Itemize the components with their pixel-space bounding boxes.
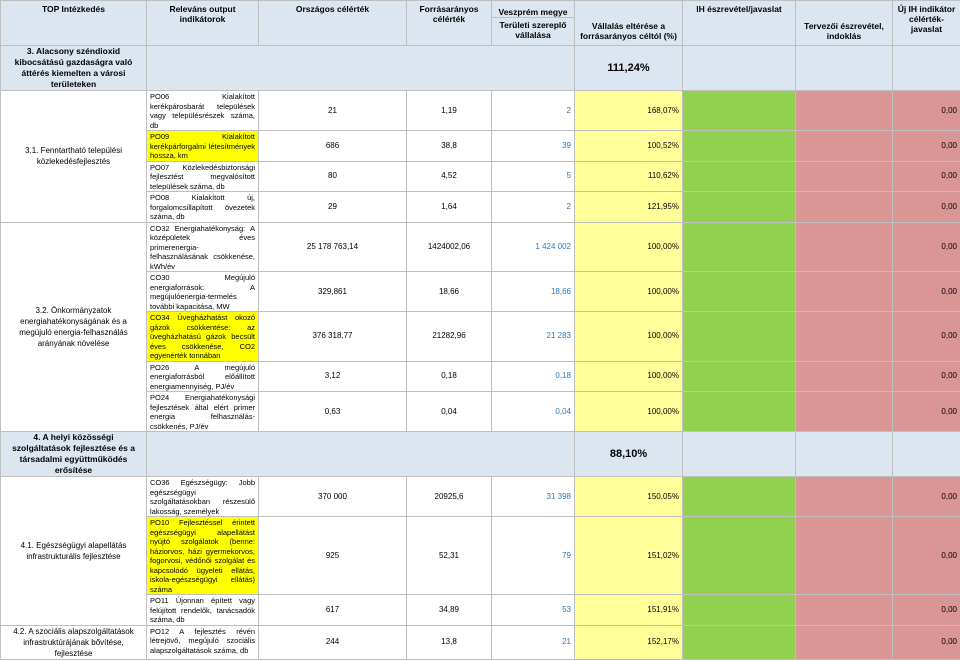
source-ratio-cell[interactable]: 21282,96 xyxy=(407,312,492,362)
territorial-cell[interactable]: 18,66 xyxy=(492,272,575,312)
national-target-cell[interactable]: 25 178 763,14 xyxy=(259,222,407,272)
territorial-cell[interactable]: 5 xyxy=(492,161,575,192)
ih-remark-cell[interactable] xyxy=(683,477,796,517)
territorial-cell[interactable]: 2 xyxy=(492,91,575,131)
new-target-cell[interactable]: 0,00 xyxy=(893,517,960,595)
source-ratio-cell[interactable]: 13,8 xyxy=(407,625,492,659)
new-target-cell[interactable]: 0,00 xyxy=(893,595,960,626)
header-territorial-commitment[interactable] xyxy=(492,1,575,46)
indicator-cell[interactable]: CO34 Üvegházhatást okozó gázok csökkentése: az üvegházhatású gázok becsült éves csökkenése, CO2 egyenérték tonnában xyxy=(147,312,259,362)
deviation-cell[interactable]: 110,62% xyxy=(575,161,683,192)
subgroup-title[interactable]: 3.1. Fenntartható települési közlekedésfejlesztés xyxy=(1,91,147,223)
new-target-cell[interactable]: 0,00 xyxy=(893,392,960,432)
source-ratio-cell[interactable]: 20925,6 xyxy=(407,477,492,517)
indicator-cell[interactable]: PO06 Kialakított kerékpárosbarát települések vagy településrészek száma, db xyxy=(147,91,259,131)
section-row xyxy=(1,46,960,91)
deviation-cell[interactable]: 100,00% xyxy=(575,312,683,362)
territorial-cell[interactable]: 1 424 002 xyxy=(492,222,575,272)
subgroup-title[interactable]: 3.2. Önkormányzatok energiahatékonyságának és a megújuló energia-felhasználás arányának növelése xyxy=(1,222,147,432)
header-ih-remark[interactable]: IH észrevétel/javaslat xyxy=(683,1,796,46)
deviation-cell[interactable]: 152,17% xyxy=(575,625,683,659)
new-target-cell[interactable]: 0,00 xyxy=(893,477,960,517)
new-target-cell[interactable]: 0,00 xyxy=(893,131,960,162)
section-title[interactable]: 4. A helyi közösségi szolgáltatások fejlesztése és a társadalmi együttműködés erősítése xyxy=(1,432,147,477)
national-target-cell[interactable]: 376 318,77 xyxy=(259,312,407,362)
deviation-cell[interactable]: 100,00% xyxy=(575,392,683,432)
ih-remark-cell[interactable] xyxy=(683,161,796,192)
national-target-cell[interactable]: 244 xyxy=(259,625,407,659)
deviation-cell[interactable]: 150,05% xyxy=(575,477,683,517)
territorial-cell[interactable]: 2 xyxy=(492,192,575,223)
header-planner-remark[interactable]: Tervezői észrevétel, indoklás xyxy=(796,1,893,46)
section-spacer xyxy=(147,432,575,477)
new-target-cell[interactable]: 0,00 xyxy=(893,272,960,312)
empty-cell xyxy=(683,46,796,91)
header-source-ratio-target[interactable]: Forrásarányos célérték xyxy=(407,1,492,46)
ih-remark-cell[interactable] xyxy=(683,272,796,312)
indicator-cell[interactable]: PO08 Kialakított új, forgalomcsillapított övezetek száma, db xyxy=(147,192,259,223)
section-deviation[interactable]: 111,24% xyxy=(575,46,683,91)
header-county-group: Veszprém megye xyxy=(492,7,574,18)
subgroup-title[interactable]: 4.2. A szociális alapszolgáltatások infrastruktúrájának bővítése, fejlesztése xyxy=(1,625,147,659)
table-row xyxy=(1,477,960,517)
deviation-cell[interactable]: 100,00% xyxy=(575,222,683,272)
source-ratio-cell[interactable]: 1,64 xyxy=(407,192,492,223)
section-title[interactable]: 3. Alacsony széndioxid kibocsátású gazdaságra való áttérés kiemelten a városi területeken xyxy=(1,46,147,91)
national-target-cell[interactable]: 80 xyxy=(259,161,407,192)
territorial-cell[interactable]: 0,04 xyxy=(492,392,575,432)
header-deviation[interactable]: Vállalás eltérése a forrásarányos céltól (%) xyxy=(575,1,683,46)
ih-remark-cell[interactable] xyxy=(683,361,796,392)
ih-remark-cell[interactable] xyxy=(683,517,796,595)
national-target-cell[interactable]: 29 xyxy=(259,192,407,223)
new-target-cell[interactable]: 0,00 xyxy=(893,222,960,272)
indicator-cell[interactable]: PO12 A fejlesztés révén létrejövő, megújuló szociális alapszolgáltatások száma, db xyxy=(147,625,259,659)
source-ratio-cell[interactable]: 4,52 xyxy=(407,161,492,192)
empty-cell xyxy=(796,46,893,91)
new-target-cell[interactable]: 0,00 xyxy=(893,161,960,192)
national-target-cell[interactable]: 329,861 xyxy=(259,272,407,312)
planner-remark-cell[interactable] xyxy=(796,91,893,131)
empty-cell xyxy=(796,432,893,477)
source-ratio-cell[interactable]: 38,8 xyxy=(407,131,492,162)
header-national-target[interactable]: Országos célérték xyxy=(259,1,407,46)
table-row xyxy=(1,625,960,659)
source-ratio-cell[interactable]: 0,04 xyxy=(407,392,492,432)
national-target-cell[interactable]: 21 xyxy=(259,91,407,131)
ih-remark-cell[interactable] xyxy=(683,625,796,659)
header-output-indicators[interactable]: Releváns output indikátorok xyxy=(147,1,259,46)
header-new-target[interactable]: Új IH indikátor célérték-javaslat xyxy=(893,1,960,46)
national-target-cell[interactable]: 3,12 xyxy=(259,361,407,392)
empty-cell xyxy=(893,46,960,91)
deviation-cell[interactable]: 100,00% xyxy=(575,361,683,392)
ih-remark-cell[interactable] xyxy=(683,192,796,223)
new-target-cell[interactable]: 0,00 xyxy=(893,625,960,659)
territorial-cell[interactable]: 79 xyxy=(492,517,575,595)
national-target-cell[interactable]: 0,63 xyxy=(259,392,407,432)
planner-remark-cell[interactable] xyxy=(796,392,893,432)
territorial-cell[interactable]: 39 xyxy=(492,131,575,162)
ih-remark-cell[interactable] xyxy=(683,595,796,626)
planner-remark-cell[interactable] xyxy=(796,477,893,517)
planner-remark-cell[interactable] xyxy=(796,517,893,595)
indicator-cell[interactable]: PO24 Energiahatékonysági fejlesztések által elért primer energia felhasználás-csökkenés, PJ/év xyxy=(147,392,259,432)
empty-cell xyxy=(683,432,796,477)
header-row xyxy=(1,1,960,46)
territorial-cell[interactable]: 0,18 xyxy=(492,361,575,392)
national-target-cell[interactable]: 686 xyxy=(259,131,407,162)
ih-remark-cell[interactable] xyxy=(683,392,796,432)
ih-remark-cell[interactable] xyxy=(683,131,796,162)
planner-remark-cell[interactable] xyxy=(796,222,893,272)
table-row xyxy=(1,91,960,131)
deviation-cell[interactable]: 151,91% xyxy=(575,595,683,626)
table-row xyxy=(1,222,960,272)
indicator-cell[interactable]: PO07 Közlekedésbiztonsági fejlesztést megvalósított települések száma, db xyxy=(147,161,259,192)
deviation-cell[interactable]: 121,95% xyxy=(575,192,683,223)
deviation-cell[interactable]: 100,52% xyxy=(575,131,683,162)
indicator-cell[interactable]: PO11 Újonnan épített vagy felújított rendelők, tanácsadók száma, db xyxy=(147,595,259,626)
source-ratio-cell[interactable]: 1424002,06 xyxy=(407,222,492,272)
indicator-cell[interactable]: CO36 Egészségügy: Jobb egészségügyi szolgáltatásokban részesülő lakosság, személyek xyxy=(147,477,259,517)
source-ratio-cell[interactable]: 34,89 xyxy=(407,595,492,626)
deviation-cell[interactable]: 151,02% xyxy=(575,517,683,595)
indicator-cell[interactable]: CO30 Megújuló energiaforrások: A megújulóenergia-termelés további kapacitása, MW xyxy=(147,272,259,312)
planner-remark-cell[interactable] xyxy=(796,361,893,392)
planner-remark-cell[interactable] xyxy=(796,312,893,362)
planner-remark-cell[interactable] xyxy=(796,161,893,192)
territorial-cell[interactable]: 31 398 xyxy=(492,477,575,517)
indicator-cell[interactable]: CO32 Energiahatékonyság: A középületek éves primerenergia-felhasználásának csökkenése, kWh/év xyxy=(147,222,259,272)
planner-remark-cell[interactable] xyxy=(796,131,893,162)
source-ratio-cell[interactable]: 0,18 xyxy=(407,361,492,392)
deviation-cell[interactable]: 100,00% xyxy=(575,272,683,312)
planner-remark-cell[interactable] xyxy=(796,625,893,659)
source-ratio-cell[interactable]: 1,19 xyxy=(407,91,492,131)
deviation-cell[interactable]: 168,07% xyxy=(575,91,683,131)
planner-remark-cell[interactable] xyxy=(796,272,893,312)
new-target-cell[interactable]: 0,00 xyxy=(893,361,960,392)
planner-remark-cell[interactable] xyxy=(796,192,893,223)
ih-remark-cell[interactable] xyxy=(683,222,796,272)
section-row xyxy=(1,432,960,477)
ih-remark-cell[interactable] xyxy=(683,91,796,131)
national-target-cell[interactable]: 617 xyxy=(259,595,407,626)
source-ratio-cell[interactable]: 52,31 xyxy=(407,517,492,595)
indicator-cell[interactable]: PO10 Fejlesztéssel érintett egészségügyi alapellátást nyújtó szolgálatok (benne: háziorvos, házi gyermekorvos, fogorvosi, védőnői szolgálat és kapcsolódó ügyeleti ellátás, iskola-egészségügyi ellátás) száma xyxy=(147,517,259,595)
new-target-cell[interactable]: 0,00 xyxy=(893,192,960,223)
territorial-cell[interactable]: 21 283 xyxy=(492,312,575,362)
source-ratio-cell[interactable]: 18,66 xyxy=(407,272,492,312)
subgroup-title[interactable]: 4.1. Egészségügyi alapellátás infrastrukturális fejlesztése xyxy=(1,477,147,626)
territorial-cell[interactable]: 53 xyxy=(492,595,575,626)
ih-remark-cell[interactable] xyxy=(683,312,796,362)
header-top-measure[interactable]: TOP Intézkedés xyxy=(1,1,147,46)
section-deviation[interactable]: 88,10% xyxy=(575,432,683,477)
national-target-cell[interactable]: 370 000 xyxy=(259,477,407,517)
territorial-cell[interactable]: 21 xyxy=(492,625,575,659)
national-target-cell[interactable]: 925 xyxy=(259,517,407,595)
new-target-cell[interactable]: 0,00 xyxy=(893,91,960,131)
indicator-cell[interactable]: PO26 A megújuló energiaforrásból előállított energiamennyiség, PJ/év xyxy=(147,361,259,392)
indicator-cell[interactable]: PO09 Kialakított kerékpárforgalmi létesítmények hossza, km xyxy=(147,131,259,162)
planner-remark-cell[interactable] xyxy=(796,595,893,626)
empty-cell xyxy=(893,432,960,477)
new-target-cell[interactable]: 0,00 xyxy=(893,312,960,362)
section-spacer xyxy=(147,46,575,91)
header-territorial-label: Területi szereplő vállalása xyxy=(495,20,571,40)
